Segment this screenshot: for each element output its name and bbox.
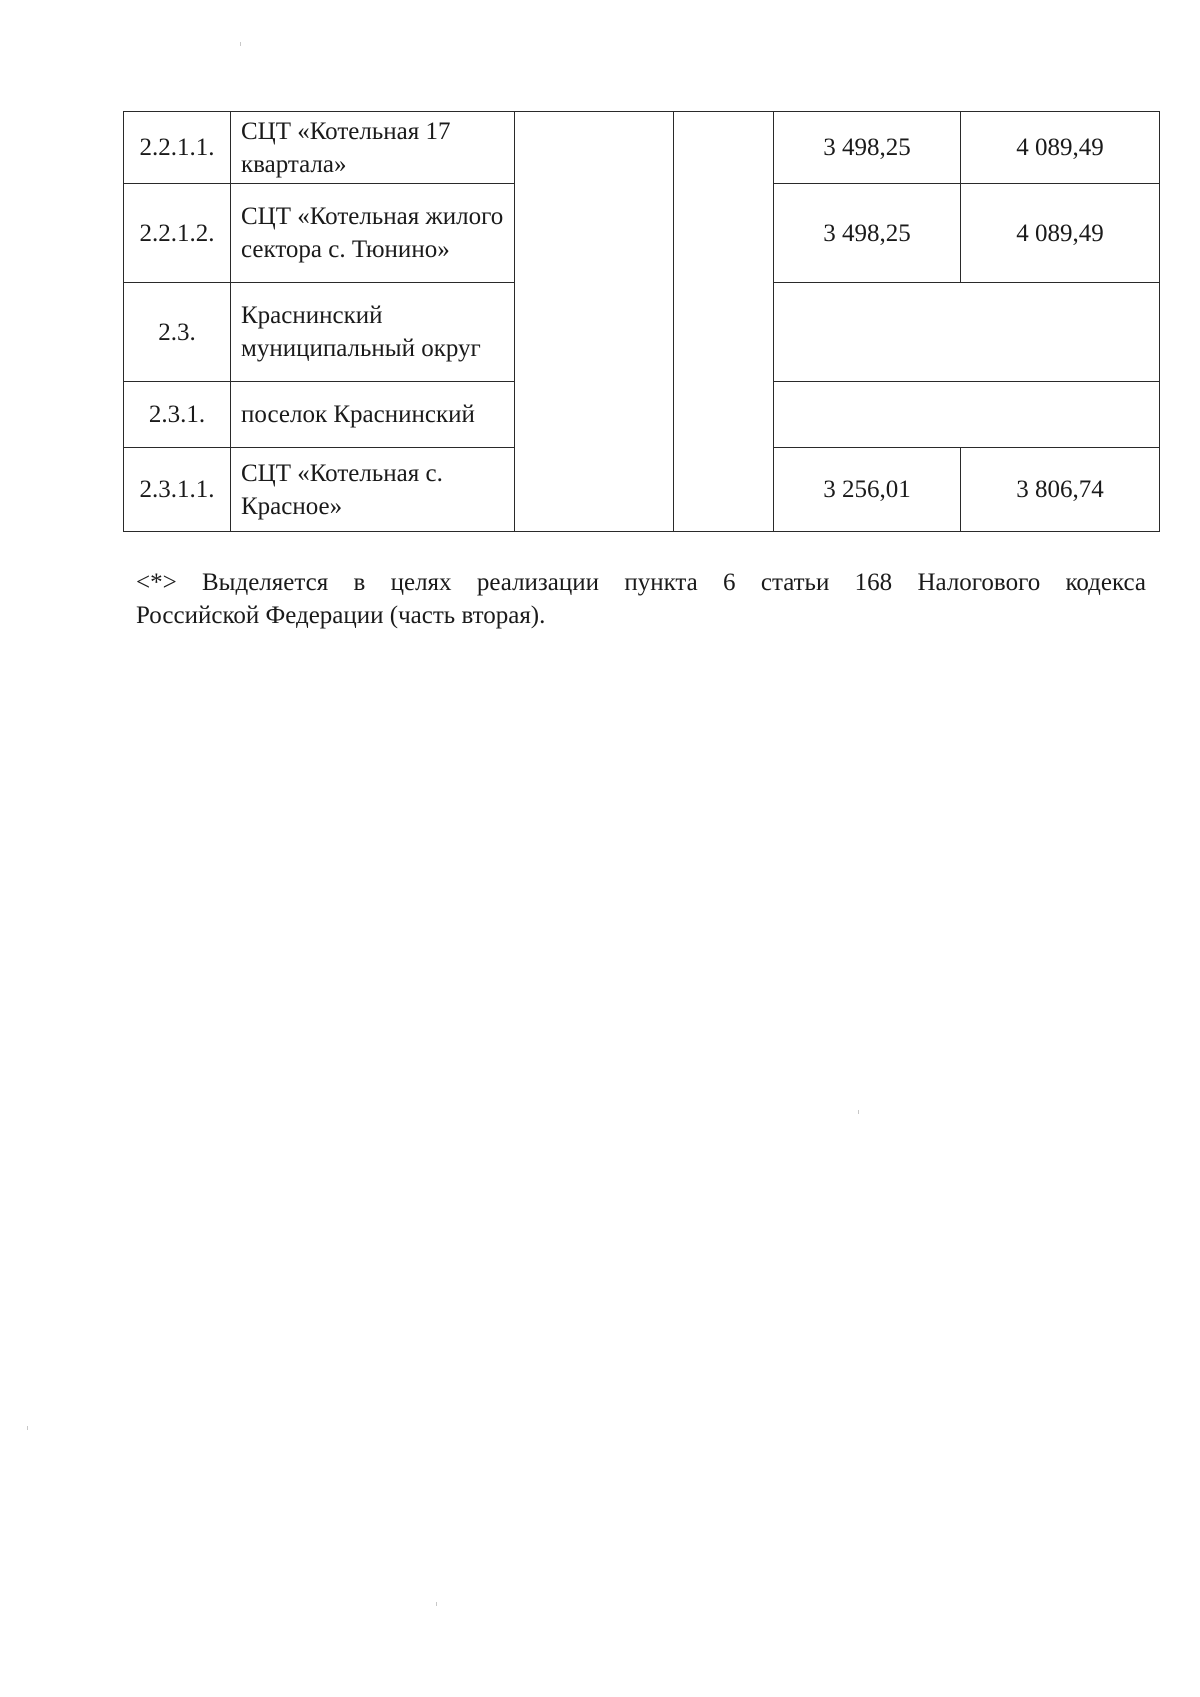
- scan-speck: [858, 1110, 859, 1114]
- row-name: Краснинский муниципальный округ: [231, 283, 515, 382]
- row-value-merged: [774, 382, 1160, 448]
- row-value-2: 3 806,74: [961, 448, 1160, 532]
- row-value-2: 4 089,49: [961, 184, 1160, 283]
- row-name: поселок Краснинский: [231, 382, 515, 448]
- row-name: СЦТ «Котельная 17 квартала»: [231, 112, 515, 184]
- row-value-2: 4 089,49: [961, 112, 1160, 184]
- row-number: 2.3.: [124, 283, 231, 382]
- row-value-1: 3 498,25: [774, 112, 961, 184]
- row-value-1: 3 498,25: [774, 184, 961, 283]
- scan-speck: [436, 1602, 437, 1606]
- scan-speck: [240, 42, 241, 46]
- empty-column-cell: [515, 112, 674, 532]
- row-number: 2.3.1.: [124, 382, 231, 448]
- table-row: [124, 112, 1160, 184]
- row-value-1: 3 256,01: [774, 448, 961, 532]
- row-number: 2.3.1.1.: [124, 448, 231, 532]
- footnote-line-2: Российской Федерации (часть вторая).: [136, 602, 546, 629]
- scan-speck: [27, 1426, 28, 1430]
- row-value-merged: [774, 283, 1160, 382]
- empty-column-cell: [674, 112, 774, 532]
- row-name: СЦТ «Котельная жилого сектора с. Тюнино»: [231, 184, 515, 283]
- row-name: СЦТ «Котельная с. Красное»: [231, 448, 515, 532]
- row-number: 2.2.1.2.: [124, 184, 231, 283]
- footnote-line-1: <*> Выделяется в целях реализации пункта 6 статьи 168 Налогового кодекса: [136, 569, 1146, 596]
- tariff-table: [123, 111, 1160, 532]
- row-number: 2.2.1.1.: [124, 112, 231, 184]
- footnote: [136, 566, 1146, 632]
